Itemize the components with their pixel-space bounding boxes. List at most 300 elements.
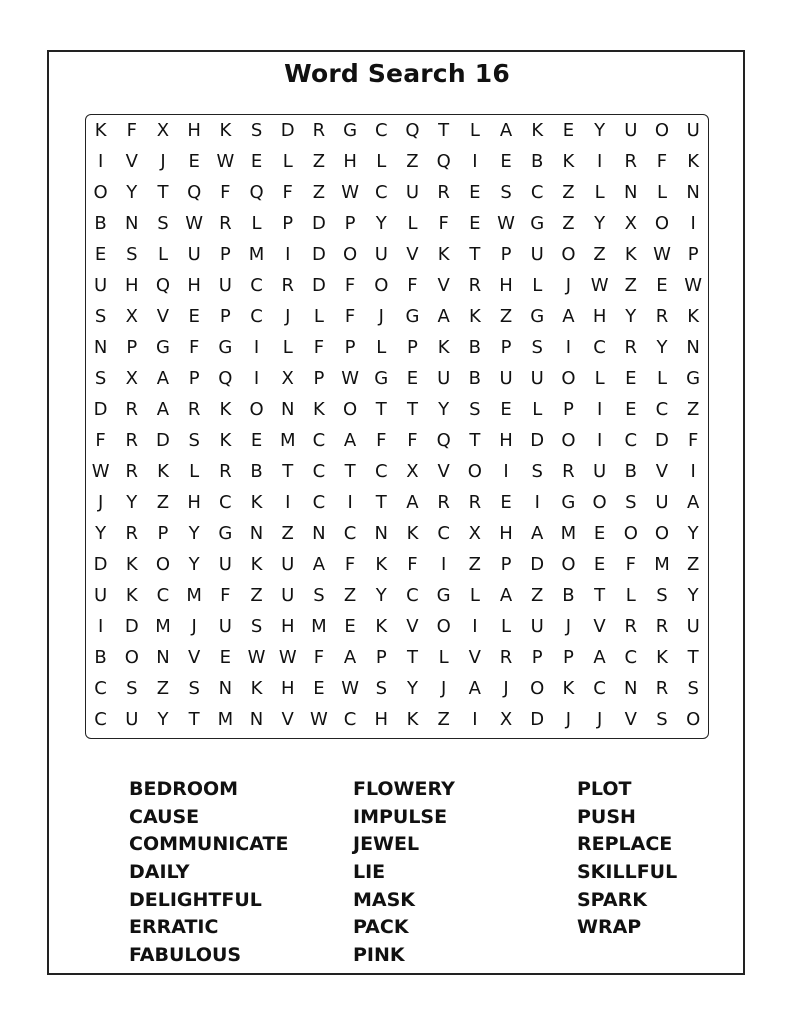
grid-row	[85, 611, 709, 642]
grid-row	[85, 549, 709, 580]
grid-cell: Q	[249, 182, 264, 203]
grid-cell: J	[285, 306, 291, 327]
grid-cell: L	[469, 120, 480, 141]
grid-cell: A	[562, 306, 575, 327]
grid-cell: U	[125, 709, 139, 730]
grid-cell: Y	[126, 182, 138, 203]
grid-cell: R	[437, 492, 450, 513]
grid-cell: F	[344, 275, 356, 296]
grid-cell: U	[374, 244, 388, 265]
word-list-item: MASK	[353, 888, 416, 911]
grid-cell: S	[313, 585, 325, 606]
grid-cell: S	[656, 585, 668, 606]
grid-cell: T	[438, 120, 450, 141]
grid-cell: L	[251, 213, 262, 234]
grid-cell: R	[468, 275, 482, 296]
word-column	[577, 776, 677, 942]
grid-cell: S	[500, 182, 512, 203]
word-list-item: DELIGHTFUL	[129, 888, 262, 911]
grid-cell: M	[311, 616, 327, 637]
grid-cell: E	[188, 151, 200, 172]
grid-cell: Q	[436, 151, 451, 172]
grid-cell: B	[562, 585, 575, 606]
grid-cell: P	[313, 368, 325, 389]
grid-cell: E	[593, 523, 606, 544]
grid-cell: T	[469, 430, 481, 451]
grid-cell: T	[687, 647, 699, 668]
grid-cell: U	[218, 554, 232, 575]
grid-cell: V	[437, 461, 450, 482]
word-list-item: SPARK	[577, 888, 647, 911]
grid-cell: K	[313, 399, 325, 420]
grid-cell: A	[156, 399, 170, 420]
grid-cell: X	[406, 461, 419, 482]
grid-cell: H	[280, 616, 295, 637]
grid-cell: F	[188, 337, 200, 358]
grid-cell: T	[469, 244, 481, 265]
grid-cell: R	[499, 647, 513, 668]
word-list-item: BEDROOM	[129, 778, 239, 800]
grid-cell: C	[655, 399, 669, 420]
grid-cell: H	[187, 492, 201, 513]
grid-cell: O	[374, 275, 389, 296]
grid-cell: Y	[188, 523, 200, 544]
grid-cell: U	[437, 368, 451, 389]
grid-cell: S	[469, 399, 481, 420]
grid-cell: J	[441, 678, 447, 699]
grid-cell: W	[497, 213, 515, 234]
grid-cell: W	[278, 647, 297, 668]
grid-cell: Z	[281, 523, 294, 544]
grid-cell: X	[468, 523, 482, 544]
grid-cell: W	[684, 275, 703, 296]
grid-cell: G	[218, 337, 233, 358]
grid-row	[85, 425, 709, 456]
grid-cell: H	[280, 678, 295, 699]
grid-cell: K	[437, 337, 450, 358]
grid-row	[85, 301, 709, 332]
grid-cell: F	[656, 151, 668, 172]
grid-cell: Y	[95, 523, 107, 544]
grid-cell: G	[686, 368, 701, 389]
grid-cell: Y	[188, 554, 200, 575]
grid-cell: M	[155, 616, 171, 637]
grid-cell: U	[218, 275, 232, 296]
grid-cell: T	[282, 461, 294, 482]
grid-cell: Z	[250, 585, 263, 606]
grid-cell: E	[406, 368, 419, 389]
grid-cell: O	[654, 120, 670, 141]
grid-cell: L	[189, 461, 200, 482]
grid-cell: D	[156, 430, 170, 451]
grid-cell: D	[93, 554, 108, 575]
grid-cell: R	[219, 461, 232, 482]
grid-cell: K	[250, 492, 263, 513]
grid-cell: X	[499, 709, 513, 730]
grid-cell: R	[655, 616, 669, 637]
word-list-item: PINK	[353, 944, 405, 967]
word-list-item: PLOT	[577, 778, 632, 800]
grid-cell: L	[469, 585, 480, 606]
grid-cell: R	[624, 337, 638, 358]
grid-cell: U	[405, 182, 420, 203]
grid-cell: R	[624, 616, 638, 637]
grid-cell: A	[343, 430, 357, 451]
word-list-item: PUSH	[577, 805, 636, 828]
grid-cell: W	[247, 647, 266, 668]
grid-row	[85, 518, 709, 549]
grid-cell: J	[596, 709, 603, 730]
grid-cell: W	[653, 244, 671, 265]
grid-cell: P	[407, 337, 418, 358]
grid-cell: Z	[686, 554, 700, 575]
grid-cell: C	[374, 461, 388, 482]
grid-cell: L	[376, 337, 387, 358]
grid-cell: F	[126, 120, 137, 141]
grid-cell: L	[282, 151, 293, 172]
grid-row	[85, 177, 709, 208]
grid-cell: P	[375, 647, 387, 668]
grid-cell: V	[406, 244, 419, 265]
grid-cell: R	[562, 461, 575, 482]
grid-cell: O	[561, 554, 576, 575]
word-list-item: FABULOUS	[129, 944, 242, 967]
grid-cell: Z	[156, 678, 170, 699]
grid-cell: C	[343, 709, 357, 730]
grid-cell: F	[625, 554, 636, 575]
grid-cell: B	[468, 368, 482, 389]
grid-cell: Z	[343, 585, 357, 606]
grid-cell: W	[341, 678, 359, 699]
grid-cell: W	[185, 213, 204, 234]
grid-cell: S	[250, 616, 263, 637]
grid-cell: U	[218, 616, 232, 637]
grid-cell: S	[188, 678, 200, 699]
grid-cell: N	[156, 647, 170, 668]
grid-cell: L	[532, 275, 543, 296]
grid-cell: A	[593, 647, 606, 668]
grid-cell: P	[157, 523, 169, 544]
grid-cell: F	[313, 337, 325, 358]
grid-cell: A	[406, 492, 419, 513]
grid-cell: Z	[437, 709, 450, 730]
grid-cell: F	[376, 430, 387, 451]
grid-cell: O	[623, 523, 638, 544]
grid-cell: K	[250, 554, 263, 575]
grid-cell: K	[406, 709, 419, 730]
grid-row	[85, 642, 709, 673]
grid-cell: S	[94, 306, 107, 327]
grid-cell: O	[592, 492, 607, 513]
word-list-item: CAUSE	[129, 805, 200, 828]
grid-cell: U	[593, 461, 607, 482]
grid-cell: I	[285, 244, 291, 265]
grid-cell: S	[375, 678, 387, 699]
grid-cell: E	[500, 151, 512, 172]
word-list-item: PACK	[353, 916, 409, 939]
grid-cell: I	[596, 430, 603, 451]
grid-cell: L	[594, 368, 605, 389]
grid-cell: J	[378, 306, 384, 327]
grid-cell: L	[376, 151, 387, 172]
grid-cell: N	[624, 182, 638, 203]
grid-cell: V	[187, 647, 201, 668]
grid-cell: K	[531, 120, 544, 141]
grid-cell: N	[312, 523, 326, 544]
grid-cell: T	[406, 647, 418, 668]
grid-cell: P	[500, 337, 512, 358]
grid-cell: O	[654, 523, 670, 544]
grid-cell: B	[94, 213, 107, 234]
grid-cell: E	[500, 492, 512, 513]
grid-cell: D	[311, 244, 326, 265]
grid-cell: E	[562, 120, 575, 141]
grid-row	[85, 456, 709, 487]
grid-cell: P	[282, 213, 294, 234]
grid-cell: P	[126, 337, 138, 358]
grid-cell: G	[405, 306, 420, 327]
grid-cell: B	[624, 461, 637, 482]
grid-cell: P	[562, 399, 574, 420]
word-list-item: WRAP	[577, 916, 642, 939]
grid-cell: K	[375, 554, 388, 575]
grid-row	[85, 270, 709, 301]
grid-cell: C	[530, 182, 544, 203]
grid-cell: P	[219, 306, 231, 327]
grid-cell: R	[655, 306, 669, 327]
grid-cell: C	[94, 678, 107, 699]
grid-cell: P	[500, 554, 512, 575]
grid-cell: Q	[405, 120, 420, 141]
grid-cell: E	[219, 647, 232, 668]
grid-cell: O	[561, 430, 576, 451]
grid-cell: N	[686, 337, 700, 358]
grid-cell: M	[186, 585, 202, 606]
grid-cell: L	[625, 585, 636, 606]
grid-cell: C	[593, 337, 606, 358]
grid-cell: A	[437, 306, 450, 327]
grid-cell: L	[501, 616, 512, 637]
grid-cell: O	[467, 461, 482, 482]
grid-cell: R	[125, 461, 139, 482]
grid-cell: U	[499, 368, 513, 389]
grid-cell: Y	[438, 399, 450, 420]
grid-cell: T	[188, 709, 200, 730]
word-list-item: SKILLFUL	[577, 861, 678, 884]
grid-cell: W	[216, 151, 235, 172]
grid-cell: O	[561, 244, 576, 265]
grid-cell: Z	[624, 275, 637, 296]
grid-cell: D	[655, 430, 669, 451]
grid-cell: K	[250, 678, 263, 699]
grid-cell: D	[530, 709, 545, 730]
grid-cell: I	[596, 151, 603, 172]
grid-cell: W	[91, 461, 110, 482]
grid-cell: C	[312, 461, 326, 482]
grid-cell: L	[157, 244, 168, 265]
grid-cell: Y	[375, 585, 387, 606]
grid-cell: E	[656, 275, 668, 296]
grid-cell: K	[219, 120, 232, 141]
grid-cell: O	[654, 213, 670, 234]
grid-cell: I	[472, 616, 478, 637]
grid-cell: Q	[155, 275, 171, 296]
grid-cell: I	[285, 492, 291, 513]
grid-cell: I	[690, 461, 696, 482]
grid-cell: C	[312, 492, 326, 513]
word-list	[129, 776, 749, 966]
grid-cell: H	[125, 275, 139, 296]
grid-cell: O	[530, 678, 545, 699]
grid-cell: K	[125, 554, 138, 575]
grid-cell: A	[531, 523, 544, 544]
grid-cell: F	[407, 275, 418, 296]
grid-cell: K	[375, 616, 388, 637]
grid-cell: V	[156, 306, 170, 327]
grid-cell: V	[624, 709, 637, 730]
grid-cell: L	[656, 182, 667, 203]
grid-cell: U	[686, 616, 700, 637]
grid-cell: U	[686, 120, 700, 141]
grid-cell: H	[374, 709, 389, 730]
grid-cell: I	[97, 616, 104, 637]
grid-cell: F	[313, 647, 325, 668]
grid-cell: C	[406, 585, 419, 606]
grid-cell: Y	[594, 213, 606, 234]
grid-cell: R	[125, 430, 139, 451]
grid-cell: V	[406, 616, 419, 637]
grid-cell: X	[125, 306, 138, 327]
grid-cell: Y	[625, 306, 637, 327]
grid-cell: O	[249, 399, 264, 420]
word-list-item: LIE	[353, 861, 386, 884]
grid-cell: E	[469, 182, 481, 203]
grid-cell: Z	[593, 244, 606, 265]
grid-cell: K	[157, 461, 169, 482]
grid-cell: U	[281, 554, 295, 575]
grid-cell: H	[499, 275, 513, 296]
grid-cell: Z	[499, 306, 513, 327]
grid-cell: Z	[531, 585, 544, 606]
grid-cell: I	[253, 368, 260, 389]
grid-row	[85, 363, 709, 394]
grid-cell: F	[407, 554, 418, 575]
grid-cell: S	[687, 678, 699, 699]
grid-cell: T	[406, 399, 418, 420]
word-column	[129, 776, 288, 970]
grid-cell: J	[160, 151, 166, 172]
grid-cell: F	[438, 213, 449, 234]
grid-cell: T	[375, 492, 387, 513]
grid-cell: B	[468, 337, 482, 358]
grid-row	[85, 580, 709, 611]
grid-cell: I	[347, 492, 353, 513]
grid-cell: T	[375, 399, 387, 420]
grid-cell: Y	[406, 678, 418, 699]
grid-cell: K	[687, 306, 700, 327]
grid-cell: O	[343, 399, 358, 420]
grid-cell: E	[593, 554, 606, 575]
grid-cell: K	[656, 647, 668, 668]
grid-cell: I	[472, 151, 478, 172]
grid-cell: X	[281, 368, 294, 389]
grid-cell: E	[344, 616, 356, 637]
grid-cell: H	[187, 120, 201, 141]
grid-cell: Z	[312, 151, 326, 172]
grid-cell: X	[125, 368, 138, 389]
grid-row	[85, 704, 709, 735]
word-list-item: JEWEL	[353, 833, 420, 856]
grid-cell: D	[530, 430, 545, 451]
grid-cell: Y	[157, 709, 169, 730]
grid-cell: U	[655, 492, 669, 513]
grid-cell: J	[565, 275, 572, 296]
grid-cell: F	[344, 554, 356, 575]
grid-cell: K	[406, 523, 419, 544]
grid-cell: Z	[156, 492, 170, 513]
grid-cell: C	[624, 430, 638, 451]
grid-cell: I	[565, 337, 572, 358]
puzzle-grid	[85, 114, 709, 739]
grid-cell: A	[499, 585, 513, 606]
grid-cell: V	[468, 647, 481, 668]
grid-cell: P	[562, 647, 574, 668]
grid-cell: E	[250, 151, 263, 172]
grid-cell: D	[530, 554, 545, 575]
grid-cell: A	[343, 647, 357, 668]
grid-cell: J	[97, 492, 104, 513]
grid-cell: H	[592, 306, 607, 327]
grid-cell: Z	[562, 182, 575, 203]
grid-cell: I	[97, 151, 104, 172]
grid-cell: L	[407, 213, 418, 234]
grid-cell: M	[560, 523, 577, 544]
grid-cell: O	[343, 244, 358, 265]
grid-cell: L	[282, 337, 293, 358]
grid-cell: G	[374, 368, 389, 389]
grid-cell: W	[310, 709, 328, 730]
grid-cell: C	[374, 182, 388, 203]
grid-row	[85, 146, 709, 177]
grid-cell: Q	[218, 368, 233, 389]
grid-cell: B	[94, 647, 107, 668]
grid-cell: V	[655, 461, 669, 482]
grid-cell: E	[188, 306, 200, 327]
grid-cell: L	[594, 182, 605, 203]
grid-cell: Z	[312, 182, 326, 203]
grid-cell: G	[155, 337, 170, 358]
grid-cell: P	[188, 368, 200, 389]
grid-cell: C	[219, 492, 232, 513]
grid-cell: Z	[686, 399, 700, 420]
grid-cell: R	[281, 275, 294, 296]
grid-cell: U	[530, 368, 544, 389]
grid-cell: V	[281, 709, 294, 730]
grid-cell: C	[312, 430, 326, 451]
grid-cell: C	[437, 523, 450, 544]
grid-row	[85, 332, 709, 363]
grid-row	[85, 115, 709, 146]
grid-cell: G	[343, 120, 358, 141]
grid-cell: N	[249, 523, 264, 544]
grid-cell: F	[687, 430, 699, 451]
grid-cell: F	[407, 430, 418, 451]
grid-cell: D	[93, 399, 108, 420]
grid-cell: E	[625, 399, 637, 420]
grid-cell: R	[187, 399, 201, 420]
grid-cell: E	[313, 678, 325, 699]
grid-cell: F	[220, 182, 231, 203]
